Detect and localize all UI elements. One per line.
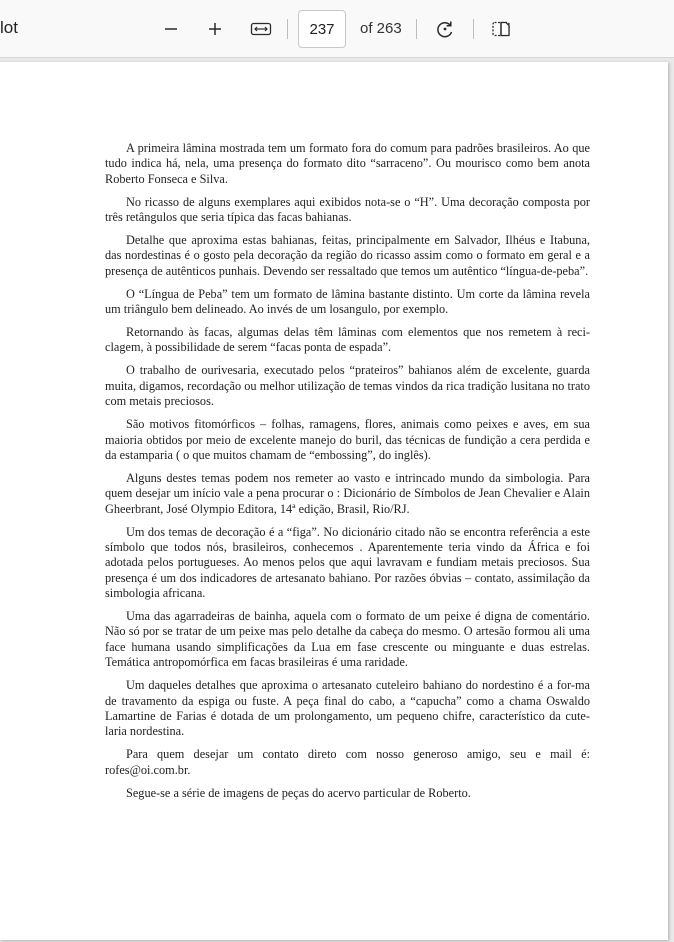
zoom-out-button[interactable] [156,13,186,45]
body-paragraph: Um daqueles detalhes que aproxima o artesanato cuteleiro bahiano do nordestino é a for-ma de travamento da espiga ou fuste. A peça final do cabo, a “capucha” como a chama Oswaldo Lamartine de Farias é dotada de um prolongamento, um pequeno chifre, característico da cute-laria nordestina. [105,678,590,739]
body-paragraph: Retornando às facas, algumas delas têm lâminas com elementos que nos remetem à reci-clagem, à possibilidade de serem “facas ponta de espada”. [105,325,590,355]
document-title-fragment: lot [0,18,18,37]
page-view-button[interactable] [486,13,516,45]
toolbar-divider [473,19,474,39]
body-paragraph: São motivos fitomórficos – folhas, ramagens, flores, animais como peixes e aves, em sua maioria obtidos por meio de excelente manejo do buril, das técnicas de fundição a cera perdida e da estamparia ( o que muitos chamam de “embossing”, do inglês). [105,417,590,462]
page-number-input[interactable] [298,10,346,48]
two-page-view-icon [490,20,512,38]
body-paragraph: Uma das agarradeiras de bainha, aquela com o formato de um peixe é digna de comentário. Não só por se tratar de um peixe mas pelo detalhe da cabeça do mesmo. O artesão formou ali uma face humana usando simplificações da Lua em fase crescente ou minguante e duas estrelas. Temática antropomórfica em facas brasileiras é uma raridade. [105,609,590,670]
fit-width-icon [250,21,272,37]
plus-icon [207,21,223,37]
body-paragraph: No ricasso de alguns exemplares aqui exibidos nota-se o “H”. Uma decoração composta por três retângulos que seria típica das facas bahianas. [105,194,590,225]
minus-icon [163,21,179,37]
pdf-toolbar [0,0,674,58]
body-paragraph: A primeira lâmina mostrada tem um formato fora do comum para padrões brasileiros. Ao que tudo indica há, nela, uma presença do formato dito “sarraceno”. Ou mourisco como bem anota Roberto Fonseca e Silva. [105,141,590,186]
body-paragraph: Segue-se a série de imagens de peças do acervo particular de Roberto. [126,785,471,800]
body-paragraph: Para quem desejar um contato direto com nosso generoso amigo, seu e mail é: rofes@oi.com.br. [105,747,590,777]
body-paragraph: Detalhe que aproxima estas bahianas, feitas, principalmente em Salvador, Ilhéus e Itabuna, das nordestinas é o gosto pela decoração da região do ricasso assim como o formato em geral e a presença de autênticos punhais. Devendo ser ressaltado que temos um autêntico “língua-de-peba”. [105,233,590,278]
fit-to-width-button[interactable] [246,13,276,45]
zoom-in-button[interactable] [200,13,230,45]
rotate-icon [435,19,455,39]
body-paragraph: O trabalho de ourivesaria, executado pelos “prateiros” bahianos além de excelente, guarda muita, digamos, recordação ou melhor utilização de temas vindos da rica tradição lusitana no trato com metais preciosos. [105,363,590,409]
body-paragraph: O “Língua de Peba” tem um formato de lâmina bastante distinto. Um corte da lâmina revela um triângulo bem delineado. Ao invés de um losangulo, por exemplo. [105,286,590,317]
body-paragraph: Alguns destes temas podem nos remeter ao vasto e intrincado mundo da simbologia. Para quem desejar um início vale a pena procurar o : Dicionário de Símbolos de Jean Chevalier e Alain Gheerbrant, José Olympio Editora, 14ª edição, Brasil, Rio/RJ. [105,470,590,516]
rotate-button[interactable] [430,13,460,45]
toolbar-divider [287,19,288,39]
page-total-label: of 263 [360,20,402,37]
toolbar-divider [416,19,417,39]
document-page [0,62,668,940]
page-text-body [105,141,590,809]
body-paragraph: Um dos temas de decoração é a “figa”. No dicionário citado não se encontra referência a este símbolo que todos nós, brasileiros, conhecemos . Aparentemente teria vindo da África e foi adotada pelos portugueses. Ao menos pelos que aqui lavravam e fundiam metais preciosos. Sua presença é um dos indicadores de artesanato bahiano. Por razões óbvias – contato, assimilação da simbologia africana. [105,524,590,601]
